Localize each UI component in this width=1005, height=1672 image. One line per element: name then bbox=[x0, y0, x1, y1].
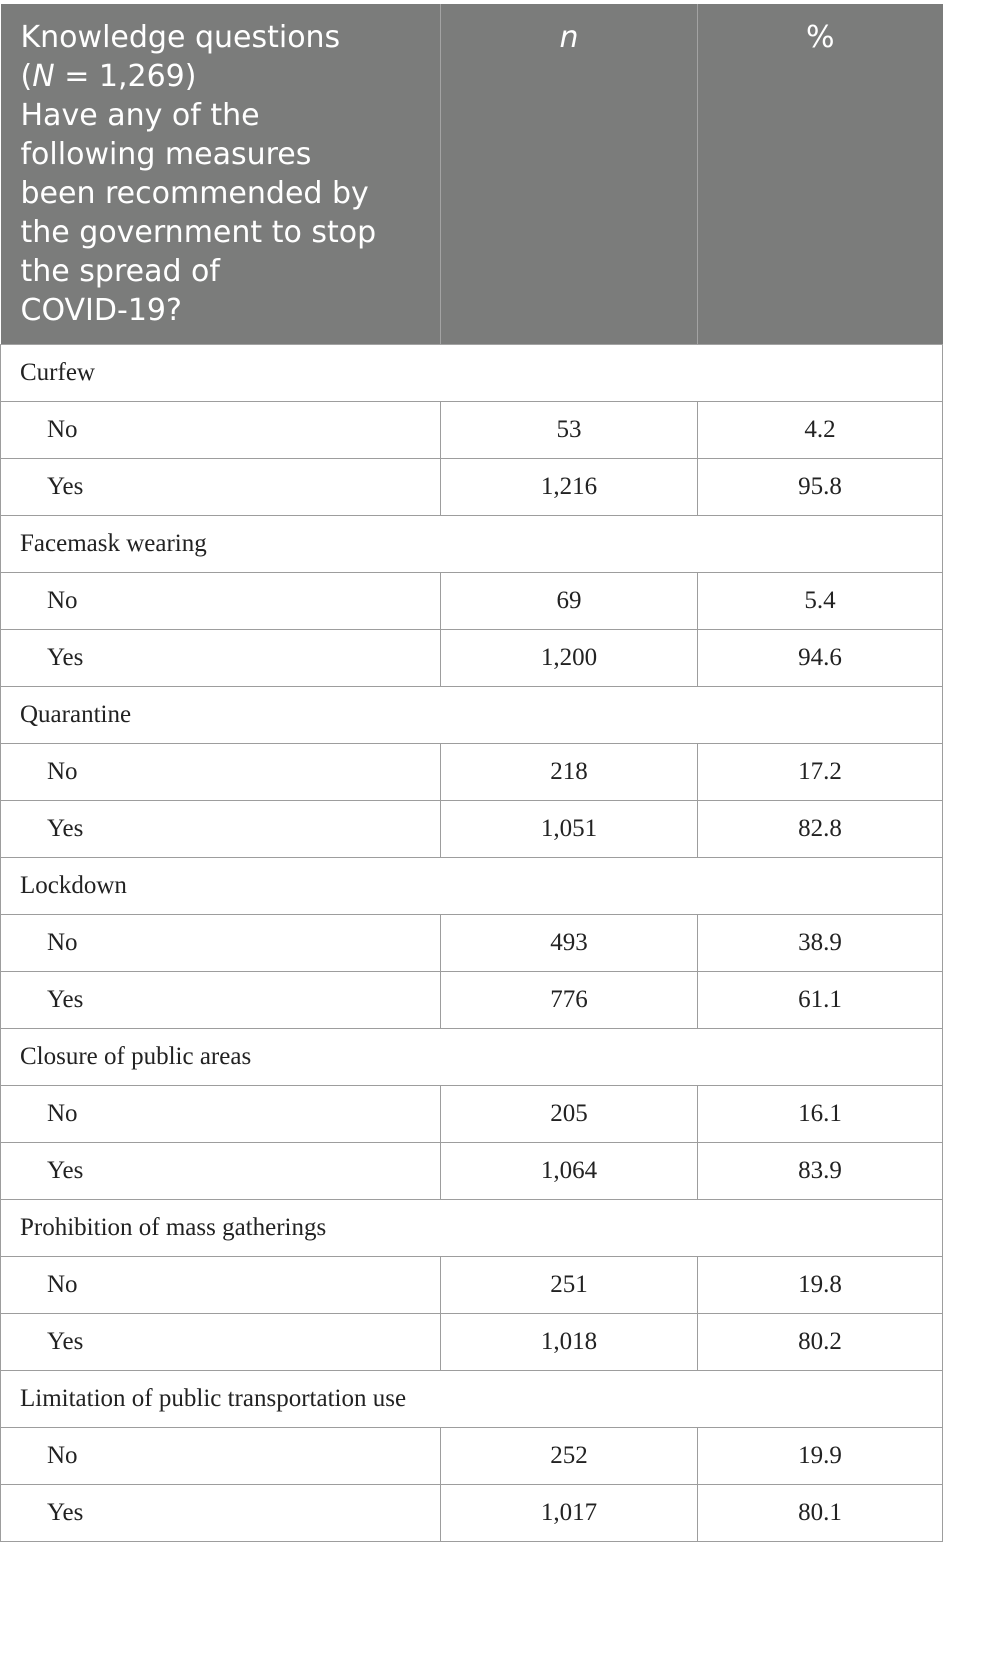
n-value: 1,018 bbox=[441, 1314, 698, 1371]
percent-value: 80.1 bbox=[698, 1485, 943, 1542]
table-row bbox=[1, 630, 943, 687]
percent-value: 80.2 bbox=[698, 1314, 943, 1371]
table-row bbox=[1, 573, 943, 630]
answer-label: Yes bbox=[1, 1485, 441, 1542]
group-title: Prohibition of mass gatherings bbox=[1, 1200, 943, 1257]
table-row bbox=[1, 915, 943, 972]
answer-label: Yes bbox=[1, 972, 441, 1029]
n-value: 1,017 bbox=[441, 1485, 698, 1542]
percent-column-header: % bbox=[698, 4, 943, 345]
answer-label: No bbox=[1, 1086, 441, 1143]
answer-label: Yes bbox=[1, 1143, 441, 1200]
n-value: 776 bbox=[441, 972, 698, 1029]
n-value: 251 bbox=[441, 1257, 698, 1314]
answer-label: No bbox=[1, 1428, 441, 1485]
group-row bbox=[1, 1029, 943, 1086]
table-row bbox=[1, 1143, 943, 1200]
percent-value: 82.8 bbox=[698, 801, 943, 858]
percent-value: 19.8 bbox=[698, 1257, 943, 1314]
table-header-row bbox=[1, 4, 943, 345]
percent-value: 16.1 bbox=[698, 1086, 943, 1143]
header-line: Knowledge questions bbox=[20, 20, 341, 55]
answer-label: No bbox=[1, 915, 441, 972]
percent-value: 61.1 bbox=[698, 972, 943, 1029]
header-line: following measures bbox=[20, 137, 312, 172]
group-row bbox=[1, 345, 943, 402]
knowledge-questions-table bbox=[0, 4, 943, 1542]
percent-value: 17.2 bbox=[698, 744, 943, 801]
n-value: 205 bbox=[441, 1086, 698, 1143]
question-column-header bbox=[1, 4, 441, 345]
answer-label: Yes bbox=[1, 801, 441, 858]
n-value: 53 bbox=[441, 402, 698, 459]
answer-label: Yes bbox=[1, 459, 441, 516]
header-line: COVID-19? bbox=[20, 293, 182, 328]
header-line: been recommended by bbox=[20, 176, 369, 211]
answer-label: No bbox=[1, 573, 441, 630]
percent-value: 4.2 bbox=[698, 402, 943, 459]
group-title: Lockdown bbox=[1, 858, 943, 915]
n-value: 1,200 bbox=[441, 630, 698, 687]
group-title: Facemask wearing bbox=[1, 516, 943, 573]
n-value: 1,064 bbox=[441, 1143, 698, 1200]
n-column-header: n bbox=[441, 4, 698, 345]
n-value: 1,051 bbox=[441, 801, 698, 858]
group-row bbox=[1, 1371, 943, 1428]
table-row bbox=[1, 1314, 943, 1371]
n-value: 218 bbox=[441, 744, 698, 801]
table-body bbox=[1, 345, 943, 1542]
group-title: Quarantine bbox=[1, 687, 943, 744]
n-value: 69 bbox=[441, 573, 698, 630]
n-value: 1,216 bbox=[441, 459, 698, 516]
answer-label: Yes bbox=[1, 630, 441, 687]
table-row bbox=[1, 972, 943, 1029]
header-line: the government to stop bbox=[20, 215, 377, 250]
table-row bbox=[1, 1257, 943, 1314]
table-row bbox=[1, 459, 943, 516]
answer-label: No bbox=[1, 744, 441, 801]
header-line: the spread of bbox=[20, 254, 220, 289]
table-row bbox=[1, 1428, 943, 1485]
group-row bbox=[1, 1200, 943, 1257]
group-title: Limitation of public transportation use bbox=[1, 1371, 943, 1428]
percent-value: 94.6 bbox=[698, 630, 943, 687]
sample-size-line: (N = 1,269) bbox=[20, 59, 197, 94]
percent-value: 5.4 bbox=[698, 573, 943, 630]
answer-label: Yes bbox=[1, 1314, 441, 1371]
percent-value: 19.9 bbox=[698, 1428, 943, 1485]
sample-size-symbol: N bbox=[32, 59, 55, 94]
sample-size-value: = 1,269) bbox=[54, 59, 197, 94]
group-row bbox=[1, 516, 943, 573]
percent-value: 83.9 bbox=[698, 1143, 943, 1200]
n-value: 493 bbox=[441, 915, 698, 972]
percent-value: 95.8 bbox=[698, 459, 943, 516]
table-row bbox=[1, 1485, 943, 1542]
group-row bbox=[1, 687, 943, 744]
header-line: Have any of the bbox=[20, 98, 260, 133]
group-row bbox=[1, 858, 943, 915]
n-value: 252 bbox=[441, 1428, 698, 1485]
table-row bbox=[1, 402, 943, 459]
group-title: Closure of public areas bbox=[1, 1029, 943, 1086]
group-title: Curfew bbox=[1, 345, 943, 402]
answer-label: No bbox=[1, 1257, 441, 1314]
table-row bbox=[1, 801, 943, 858]
percent-value: 38.9 bbox=[698, 915, 943, 972]
answer-label: No bbox=[1, 402, 441, 459]
table-row bbox=[1, 1086, 943, 1143]
table-row bbox=[1, 744, 943, 801]
